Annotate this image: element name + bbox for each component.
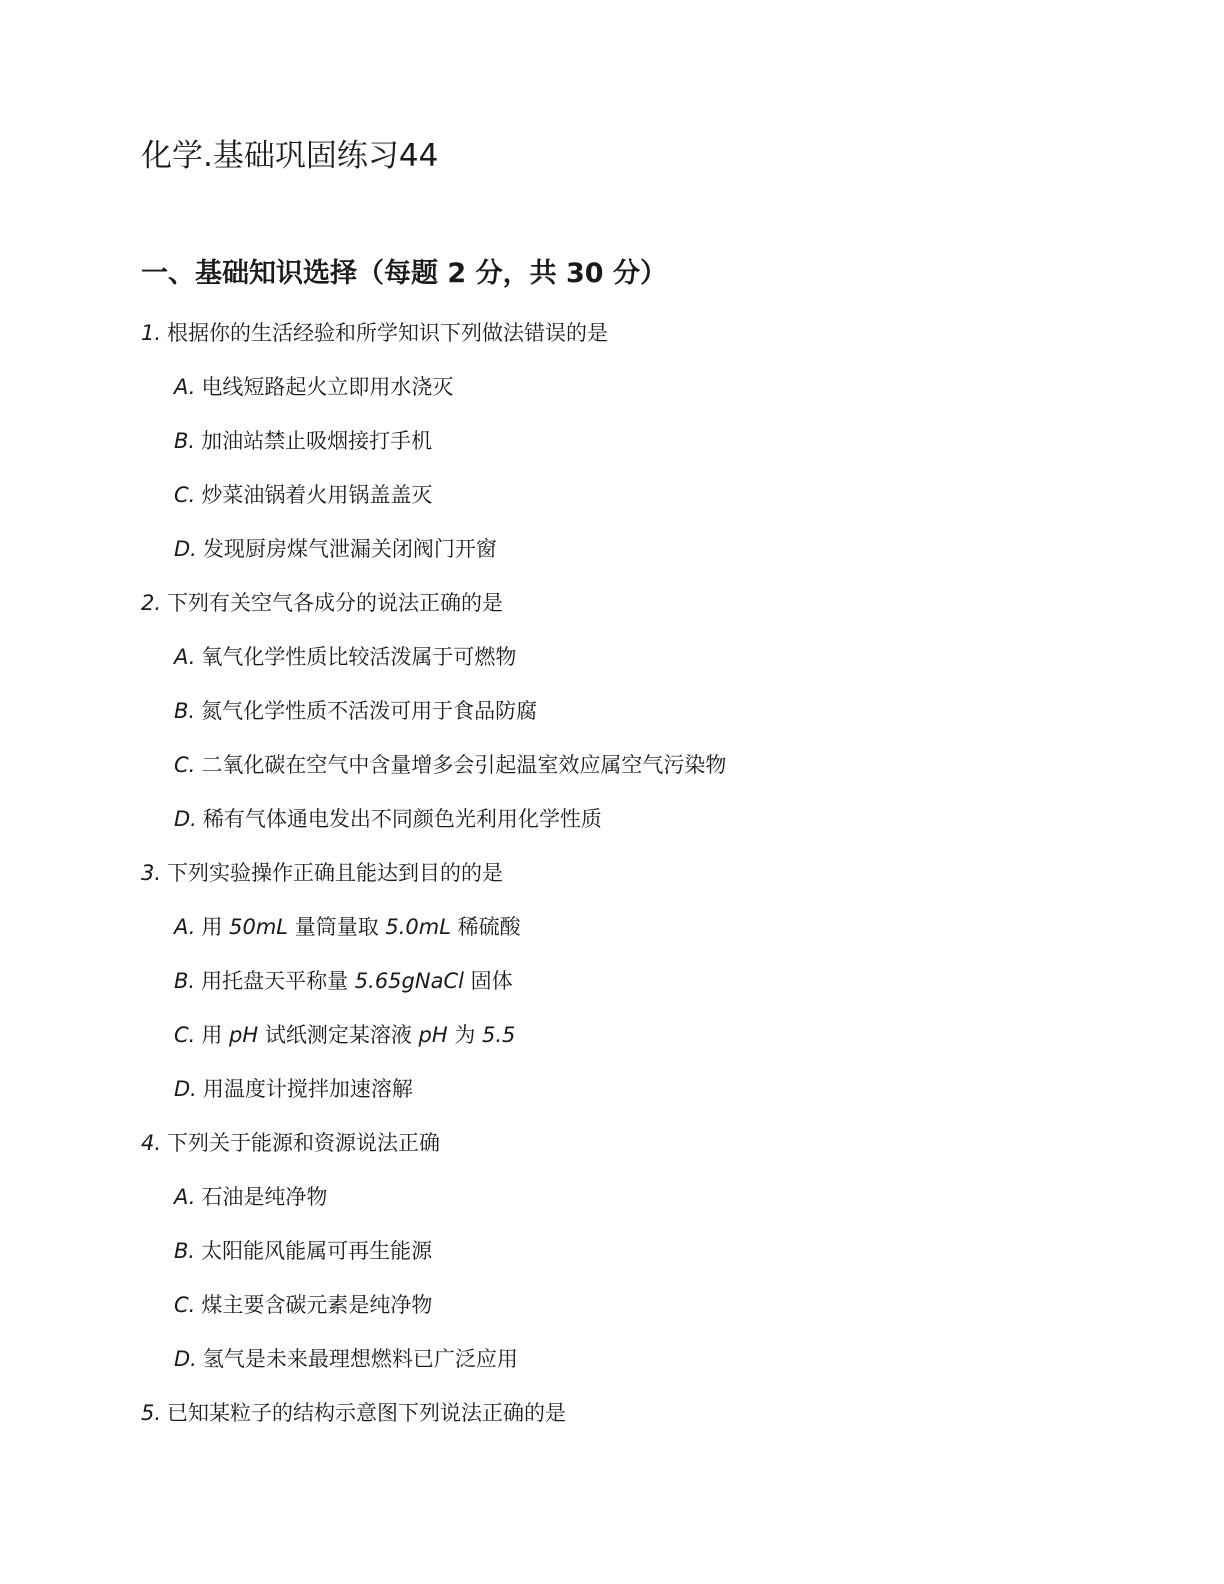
- option-value: 5.5: [482, 1023, 516, 1047]
- question-1-option-a: [174, 372, 453, 402]
- question-text: 下列关于能源和资源说法正确: [167, 1131, 441, 1155]
- question-4-option-d: [174, 1344, 518, 1374]
- question-3-option-a: [174, 912, 521, 942]
- question-1: [141, 318, 608, 348]
- option-value: 5.65gNaCl: [354, 969, 464, 993]
- option-text: 氢气是未来最理想燃料已广泛应用: [202, 1347, 518, 1371]
- question-1-option-c: [174, 480, 432, 510]
- option-letter: C.: [174, 753, 196, 777]
- question-3-option-c: [174, 1020, 515, 1050]
- option-value: 50mL: [229, 915, 289, 939]
- option-text: 氮气化学性质不活泼可用于食品防腐: [201, 699, 538, 723]
- option-letter: D.: [174, 1347, 197, 1371]
- option-letter: B.: [174, 1239, 196, 1263]
- question-4-option-a: [174, 1182, 327, 1212]
- option-text: 二氧化碳在空气中含量增多会引起温室效应属空气污染物: [201, 753, 727, 777]
- option-text: 加油站禁止吸烟接打手机: [201, 429, 433, 453]
- option-text-part: 固体: [463, 969, 513, 993]
- question-number: 2.: [141, 591, 162, 615]
- section-heading: 一、基础知识选择（每题 2 分，共 30 分）: [141, 258, 667, 289]
- option-letter: D.: [174, 807, 197, 831]
- option-text: 用温度计搅拌加速溶解: [202, 1077, 413, 1101]
- question-1-option-b: [174, 426, 432, 456]
- option-text-part: 稀硫酸: [450, 915, 521, 939]
- option-text: 石油是纯净物: [201, 1185, 328, 1209]
- option-letter: A.: [174, 915, 196, 939]
- question-text: 根据你的生活经验和所学知识下列做法错误的是: [167, 321, 609, 345]
- question-2-option-d: [174, 804, 602, 834]
- option-letter: A.: [174, 375, 196, 399]
- option-value: pH: [229, 1023, 259, 1047]
- option-letter: B.: [174, 969, 196, 993]
- option-letter: C.: [174, 1023, 196, 1047]
- question-text: 已知某粒子的结构示意图下列说法正确的是: [167, 1401, 567, 1425]
- option-text: 发现厨房煤气泄漏关闭阀门开窗: [202, 537, 497, 561]
- question-3-option-d: [174, 1074, 413, 1104]
- question-number: 1.: [141, 321, 162, 345]
- question-2-option-c: [174, 750, 726, 780]
- option-letter: C.: [174, 1293, 196, 1317]
- question-number: 5.: [141, 1401, 162, 1425]
- question-2-option-a: [174, 642, 516, 672]
- question-number: 3.: [141, 861, 162, 885]
- option-text: 电线短路起火立即用水浇灭: [201, 375, 454, 399]
- question-1-option-d: [174, 534, 497, 564]
- option-value: 5.0mL: [385, 915, 451, 939]
- question-4-option-b: [174, 1236, 432, 1266]
- question-4: [141, 1128, 440, 1158]
- option-letter: D.: [174, 1077, 197, 1101]
- option-text-part: 量筒量取: [288, 915, 386, 939]
- option-text-part: 试纸测定某溶液: [258, 1023, 419, 1047]
- option-text-part: 用托盘天平称量: [201, 969, 355, 993]
- question-number: 4.: [141, 1131, 162, 1155]
- option-letter: A.: [174, 1185, 196, 1209]
- question-text: 下列实验操作正确且能达到目的的是: [167, 861, 504, 885]
- question-4-option-c: [174, 1290, 432, 1320]
- question-3-option-b: [174, 966, 513, 996]
- question-text: 下列有关空气各成分的说法正确的是: [167, 591, 504, 615]
- option-value: pH: [418, 1023, 448, 1047]
- option-text: 炒菜油锅着火用锅盖盖灭: [201, 483, 433, 507]
- option-letter: A.: [174, 645, 196, 669]
- question-5: [141, 1398, 566, 1428]
- option-text-part: 用: [201, 915, 230, 939]
- option-text: 太阳能风能属可再生能源: [201, 1239, 433, 1263]
- question-3: [141, 858, 503, 888]
- question-2-option-b: [174, 696, 537, 726]
- option-text: 氧气化学性质比较活泼属于可燃物: [201, 645, 517, 669]
- option-text-part: 用: [201, 1023, 230, 1047]
- option-text: 稀有气体通电发出不同颜色光利用化学性质: [202, 807, 602, 831]
- document-title: 化学.基础巩固练习44: [141, 138, 439, 174]
- option-text: 煤主要含碳元素是纯净物: [201, 1293, 433, 1317]
- option-letter: B.: [174, 429, 196, 453]
- option-letter: B.: [174, 699, 196, 723]
- option-letter: C.: [174, 483, 196, 507]
- option-letter: D.: [174, 537, 197, 561]
- option-text-part: 为: [447, 1023, 482, 1047]
- question-2: [141, 588, 503, 618]
